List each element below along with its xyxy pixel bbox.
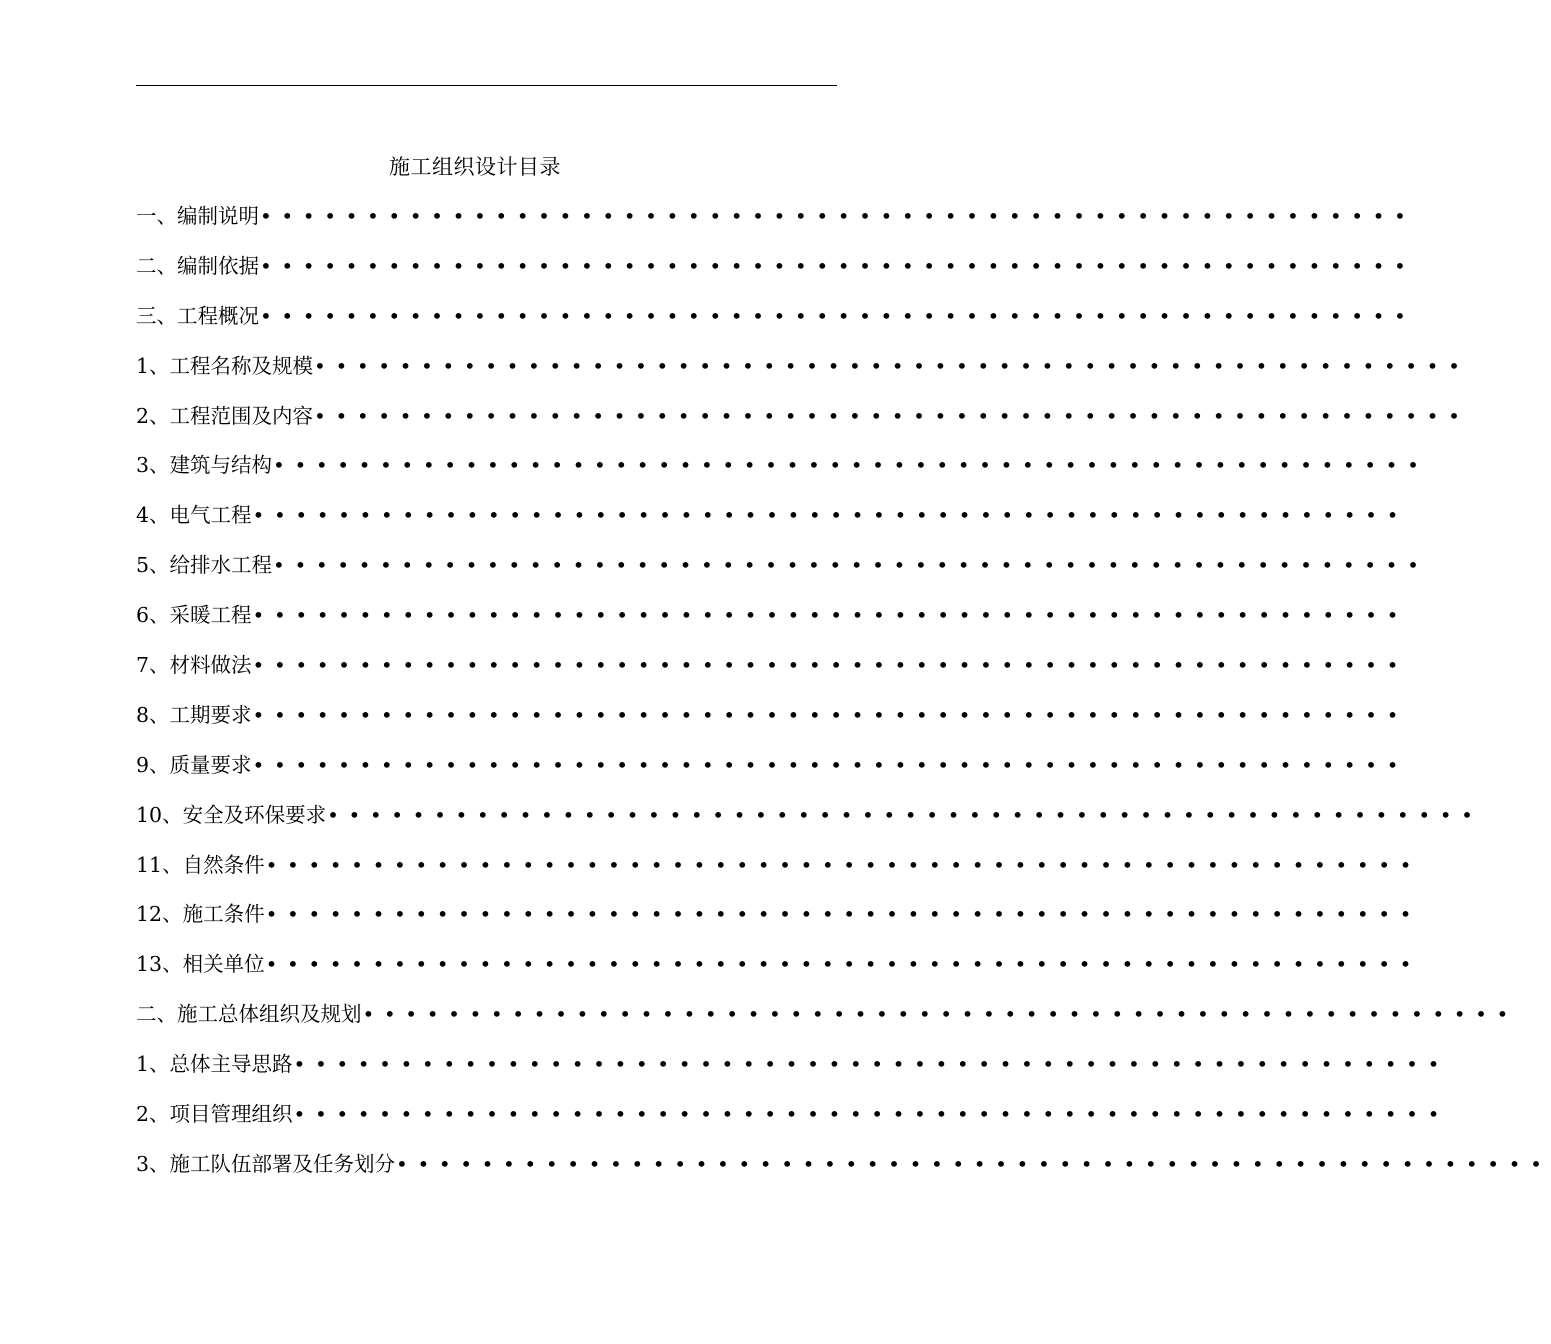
toc-entry[interactable] — [136, 700, 1408, 750]
toc-entry-label: 3、施工队伍部署及任务划分 — [136, 1151, 396, 1176]
toc-entry-label: 1、工程名称及规模 — [136, 353, 314, 378]
toc-entry-label: 13、相关单位 — [136, 952, 265, 977]
toc-entry[interactable] — [136, 1099, 1449, 1149]
toc-entry[interactable] — [136, 899, 1422, 949]
toc-entry[interactable] — [136, 1049, 1449, 1099]
toc-dot-leader: •••••••••••••••••••••••••••••••••••••••••••••••••••••• — [314, 353, 1470, 378]
toc-entry[interactable] — [136, 750, 1408, 800]
toc-entry[interactable] — [136, 999, 1518, 1049]
toc-dot-leader: •••••••••••••••••••••••••••••••••••••••••••••••••••••• — [260, 204, 1416, 228]
toc-entry[interactable] — [136, 650, 1408, 700]
table-of-contents — [136, 201, 1551, 1199]
toc-entry-label: 8、工期要求 — [136, 702, 252, 727]
toc-entry-label: 9、质量要求 — [136, 752, 252, 777]
toc-entry-label: 7、材料做法 — [136, 653, 252, 678]
toc-entry[interactable] — [136, 251, 1416, 301]
toc-entry-label: 三、工程概况 — [136, 303, 259, 328]
toc-dot-leader: •••••••••••••••••••••••••••••••••••••••••••••••••••••• — [265, 952, 1422, 977]
toc-dot-leader: •••••••••••••••••••••••••••••••••••••••••••••••••••••• — [273, 553, 1429, 578]
toc-dot-leader: •••••••••••••••••••••••••••••••••••••••••••••••••••••• — [362, 1002, 1518, 1027]
toc-entry-label: 12、施工条件 — [136, 902, 265, 927]
toc-entry[interactable] — [136, 201, 1416, 251]
toc-entry-label: 二、施工总体组织及规划 — [136, 1002, 362, 1027]
toc-entry-label: 1、总体主导思路 — [136, 1052, 293, 1077]
toc-entry-label: 5、给排水工程 — [136, 553, 273, 578]
toc-dot-leader: •••••••••••••••••••••••••••••••••••••••••••••••••••••• — [252, 653, 1408, 678]
toc-dot-leader: •••••••••••••••••••••••••••••••••••••••••••••••••••••• — [260, 253, 1416, 278]
toc-entry[interactable] — [136, 351, 1470, 401]
toc-entry-label: 10、安全及环保要求 — [136, 802, 327, 827]
toc-entry[interactable] — [136, 301, 1416, 351]
toc-entry[interactable] — [136, 500, 1408, 550]
toc-entry-label: 二、编制依据 — [136, 253, 259, 278]
toc-entry[interactable] — [136, 949, 1422, 999]
toc-dot-leader: •••••••••••••••••••••••••••••••••••••••••••••••••••••• — [252, 503, 1408, 528]
toc-dot-leader: •••••••••••••••••••••••••••••••••••••••••••••••••••••• — [273, 453, 1429, 478]
toc-entry[interactable] — [136, 600, 1408, 650]
toc-dot-leader: •••••••••••••••••••••••••••••••••••••••••••••••••••••• — [252, 752, 1408, 777]
toc-entry[interactable] — [136, 800, 1483, 850]
toc-entry-label: 一、编制说明 — [136, 204, 259, 228]
toc-entry-label: 2、工程范围及内容 — [136, 403, 314, 428]
toc-dot-leader: •••••••••••••••••••••••••••••••••••••••••••••••••••••• — [265, 852, 1422, 877]
toc-entry[interactable] — [136, 450, 1429, 500]
toc-dot-leader: •••••••••••••••••••••••••••••••••••••••••••••••••••••• — [293, 1052, 1449, 1077]
toc-entry[interactable] — [136, 850, 1422, 900]
toc-entry-label: 6、采暖工程 — [136, 603, 252, 628]
header-rule — [136, 85, 837, 86]
toc-entry-label: 2、项目管理组织 — [136, 1102, 293, 1127]
toc-entry[interactable] — [136, 550, 1429, 600]
toc-dot-leader: •••••••••••••••••••••••••••••••••••••••••••••••••••••• — [396, 1151, 1551, 1176]
toc-entry-label: 11、自然条件 — [136, 852, 265, 877]
toc-entry-label: 3、建筑与结构 — [136, 453, 273, 478]
page-title: 施工组织设计目录 — [389, 155, 561, 179]
toc-dot-leader: •••••••••••••••••••••••••••••••••••••••••••••••••••••• — [314, 403, 1470, 428]
toc-dot-leader: •••••••••••••••••••••••••••••••••••••••••••••••••••••• — [252, 702, 1408, 727]
toc-dot-leader: •••••••••••••••••••••••••••••••••••••••••••••••••••••• — [252, 603, 1408, 628]
toc-dot-leader: •••••••••••••••••••••••••••••••••••••••••••••••••••••• — [260, 303, 1416, 328]
toc-dot-leader: •••••••••••••••••••••••••••••••••••••••••••••••••••••• — [293, 1102, 1449, 1127]
toc-entry[interactable] — [136, 401, 1470, 451]
toc-entry[interactable] — [136, 1149, 1551, 1199]
toc-dot-leader: •••••••••••••••••••••••••••••••••••••••••••••••••••••• — [327, 802, 1483, 827]
toc-entry-label: 4、电气工程 — [136, 503, 252, 528]
toc-dot-leader: •••••••••••••••••••••••••••••••••••••••••••••••••••••• — [265, 902, 1422, 927]
